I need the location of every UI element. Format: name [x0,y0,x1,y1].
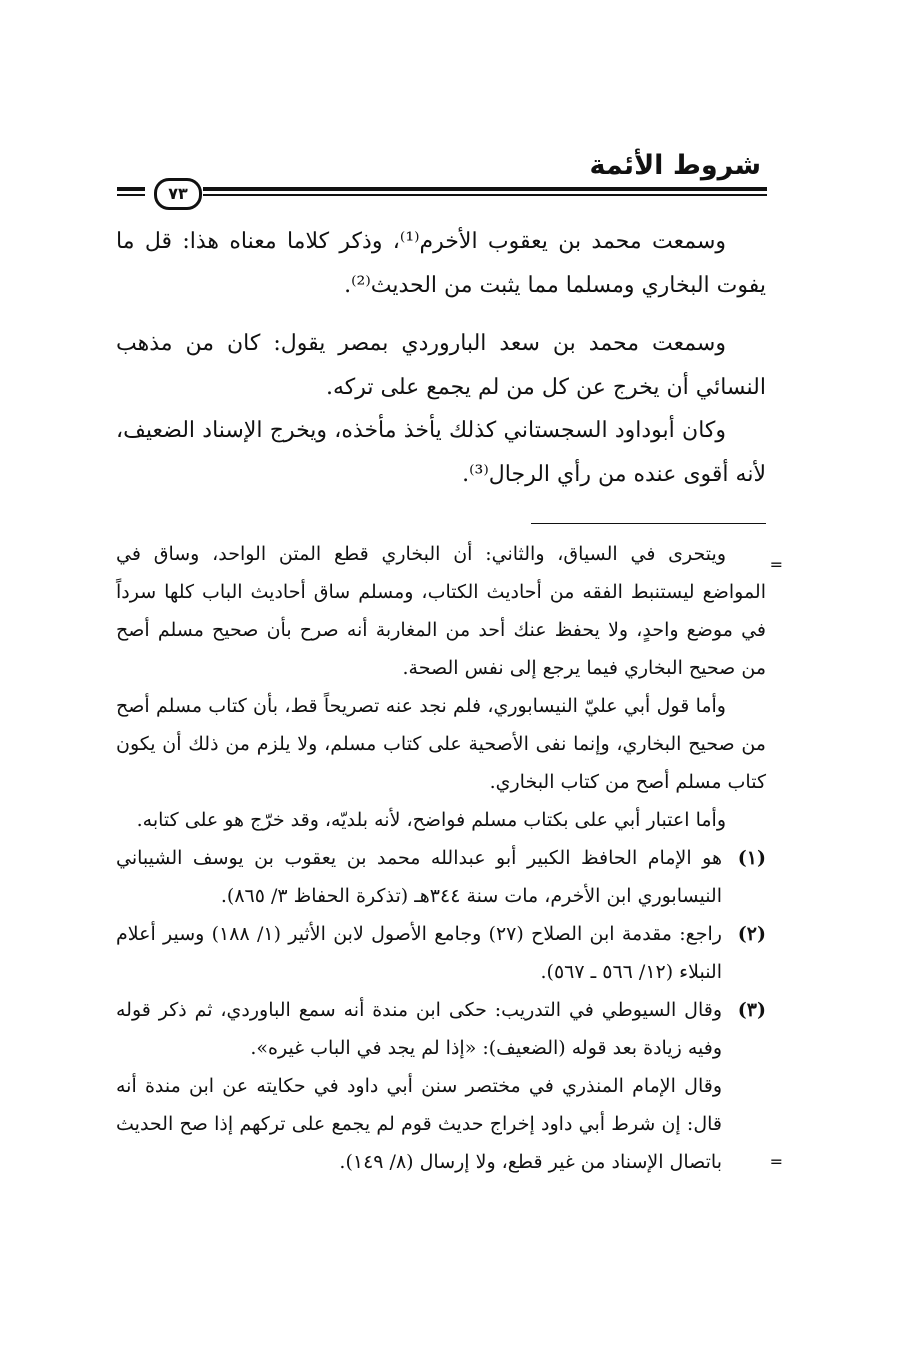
footnote-3 [116,991,766,1181]
footnote-text: هو الإمام الحافظ الكبير أبو عبدالله محمد بن يعقوب بن يوسف الشيباني النيسابوري ابن الأخرم، مات سنة ٣٤٤هـ (تذكرة الحفاظ ٣/ ٨٦٥). [116,847,722,907]
header-rule [117,183,767,203]
footnotes-section [116,535,766,1181]
footnote-text: وقال السيوطي في التدريب: حكى ابن مندة أنه سمع الباوردي، ثم ذكر قوله وفيه زيادة بعد قوله (الضعيف): «إذا لم يجد في الباب غيره». [116,999,722,1059]
paragraph-text: وسمعت محمد بن سعد الباروردي بمصر يقول: كان من مذهب النسائي أن يخرج عن كل من لم يجمع على تركه. [116,331,766,400]
footnote-text: راجع: مقدمة ابن الصلاح (٢٧) وجامع الأصول لابن الأثير (١/ ١٨٨) وسير أعلام النبلاء (١٢/ ٥٦٦ ـ ٥٦٧). [116,923,722,983]
running-header-title: شروط الأئمة [589,150,761,181]
body-paragraph-1 [116,220,766,308]
footnote-separator [531,523,766,524]
footnote-number: (٢) [737,923,766,945]
header-rule-short-thin [117,194,145,196]
footnote-number: (١) [737,847,766,869]
paragraph-text: وسمعت محمد بن يعقوب الأخرم⁽¹⁾، وذكر كلاما معناه هذا: قل ما يفوت البخاري ومسلما مما يثبت من الحديث⁽²⁾. [116,229,766,298]
footnote-continued-3: وأما اعتبار أبي على بكتاب مسلم فواضح، لأنه بلديّه، وقد خرّج هو على كتابه. [136,809,726,831]
paragraph-text: وكان أبوداود السجستاني كذلك يأخذ مأخذه، ويخرج الإسناد الضعيف، لأنه أقوى عنده من رأي الرجال⁽³⁾. [116,418,766,487]
continuation-mark-bottom: = [769,1152,783,1171]
footnote-text-extra: وقال الإمام المنذري في مختصر سنن أبي داود في حكايته عن ابن مندة أنه قال: إن شرط أبي داود إخراج حديث قوم لم يجمع على تركهم إذا صح الحديث باتصال الإسناد من غير قطع، ولا إرسال (٨/ ١٤٩). [116,1075,722,1173]
body-paragraph-2 [116,322,766,410]
footnote-continued-2: وأما قول أبي عليّ النيسابوري، فلم نجد عنه تصريحاً قط، بأن كتاب مسلم أصح من صحيح البخاري، وإنما نفى الأصحية على كتاب مسلم، ولا يلزم من ذلك أن يكون كتاب مسلم أصح من كتاب البخاري. [116,695,766,793]
body-paragraph-3 [116,409,766,497]
footnote-2 [116,915,766,991]
continuation-mark-top: = [769,555,783,574]
header-rule-long-thin [203,194,767,196]
header-rule-short-thick [117,187,145,191]
footnote-continued-1: ويتحرى في السياق، والثاني: أن البخاري قطع المتن الواحد، وساق في المواضع ليستنبط الفقه من أحاديث الكتاب، ومسلم ساق أحاديث الباب كلها سرداً في موضع واحدٍ، ولا يحفظ عنك أحد من المغاربة أنه صرح بأن صحيح مسلم أصح من صحيح البخاري فيما يرجع إلى نفس الصحة. [116,543,766,679]
footnote-number: (٣) [737,999,766,1021]
header-rule-long-thick [203,187,767,191]
footnote-1 [116,839,766,915]
page-number: ٧٣ [154,178,202,210]
